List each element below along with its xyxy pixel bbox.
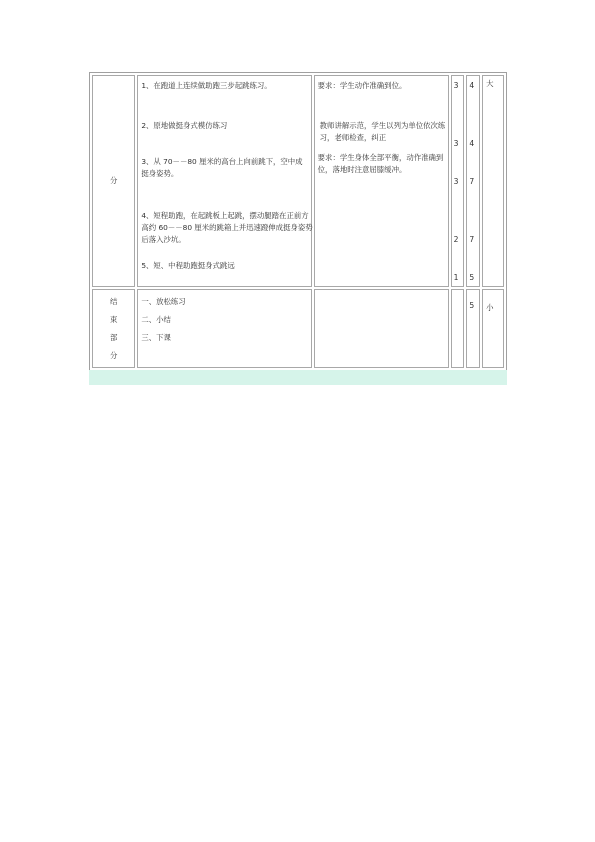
intensity-label: 小 bbox=[486, 303, 494, 312]
content-item: 一、放松练习 bbox=[141, 297, 186, 306]
number-column-b bbox=[466, 289, 480, 368]
content-item: 1、在跑道上连续做助跑三步起跳练习。 bbox=[141, 81, 272, 90]
intensity-label: 大 bbox=[486, 79, 494, 88]
number-column-b bbox=[466, 75, 480, 287]
requirement-text: 要求：学生动作准确到位。 bbox=[317, 81, 407, 90]
requirements-cell bbox=[314, 289, 449, 368]
content-item: 3、从 70－－80 厘米的高台上向前跳下，空中成挺身姿势。 bbox=[141, 157, 303, 178]
number-value: 3 bbox=[453, 81, 459, 90]
lesson-plan-table-wrapper bbox=[89, 72, 507, 371]
section-label: 分 bbox=[109, 176, 118, 185]
number-value: 4 bbox=[469, 139, 475, 148]
section-label-cell bbox=[92, 75, 135, 287]
lesson-plan-table bbox=[89, 72, 507, 371]
content-item: 三、下课 bbox=[141, 333, 171, 342]
section-label-char: 结 bbox=[109, 297, 118, 306]
number-value: 3 bbox=[453, 139, 459, 148]
requirements-cell bbox=[314, 75, 449, 287]
number-value: 2 bbox=[453, 235, 459, 244]
requirement-text: 教师讲解示范，学生以列为单位依次练习，老师检查，纠正 bbox=[319, 121, 446, 142]
section-label-char: 分 bbox=[109, 351, 118, 360]
content-item: 5、短、中程助跑挺身式跳远 bbox=[141, 261, 235, 270]
number-value: 7 bbox=[469, 235, 475, 244]
content-item: 二、小结 bbox=[141, 315, 171, 324]
table-row bbox=[92, 75, 504, 287]
number-value: 4 bbox=[469, 81, 475, 90]
number-column-a bbox=[451, 75, 465, 287]
number-value: 3 bbox=[453, 177, 459, 186]
number-value: 1 bbox=[453, 273, 459, 282]
content-item: 4、短程助跑，在起跳板上起跳，摆动腿踏在正前方高约 60－－80 厘米的跳箱上并迅速蹬伸成挺身姿势后落入沙坑。 bbox=[141, 211, 313, 244]
table-row bbox=[92, 289, 504, 368]
table-footer-bar bbox=[89, 370, 507, 385]
number-value: 5 bbox=[469, 301, 475, 310]
intensity-cell bbox=[482, 75, 504, 287]
number-value: 7 bbox=[469, 177, 475, 186]
number-column-a bbox=[451, 289, 465, 368]
content-item: 2、原地做挺身式模仿练习 bbox=[141, 121, 228, 130]
number-value: 5 bbox=[469, 273, 475, 282]
section-label-cell bbox=[92, 289, 135, 368]
content-cell bbox=[137, 289, 311, 368]
section-label-char: 部 bbox=[109, 333, 118, 342]
section-label-char: 束 bbox=[109, 315, 118, 324]
content-cell bbox=[137, 75, 311, 287]
intensity-cell bbox=[482, 289, 504, 368]
requirement-text: 要求：学生身体全部平衡，动作准确到位，落地时注意屈膝缓冲。 bbox=[317, 153, 444, 174]
section-label-vertical bbox=[96, 293, 131, 365]
